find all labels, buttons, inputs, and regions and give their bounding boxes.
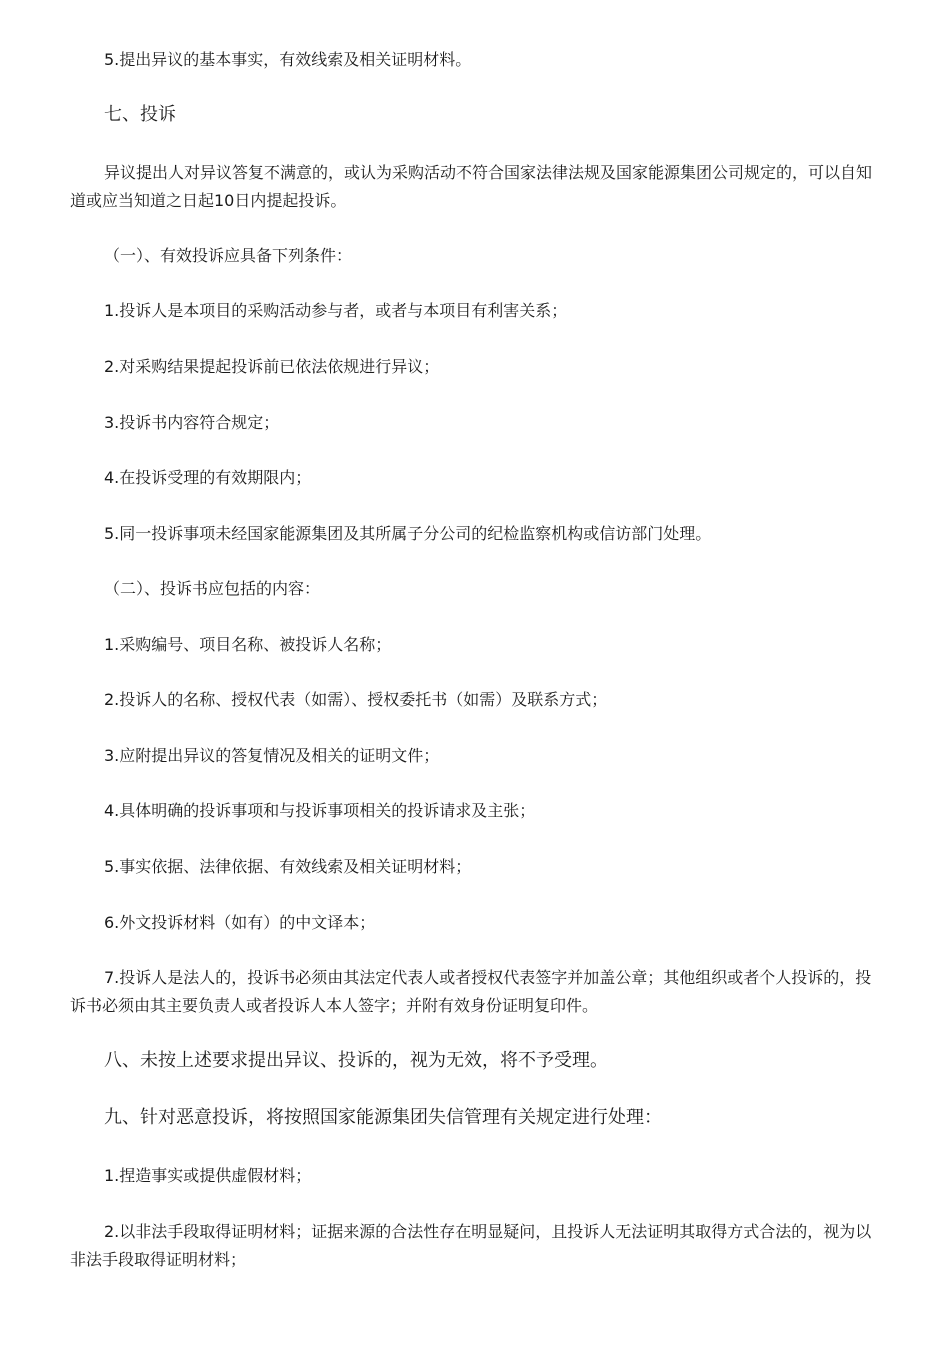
content-item-2: 2.投诉人的名称、授权代表（如需）、授权委托书（如需）及联系方式； (104, 690, 608, 709)
malicious-item-1: 1.捏造事实或提供虚假材料； (104, 1166, 312, 1185)
content-item-7: 7.投诉人是法人的，投诉书必须由其法定代表人或者授权代表签字并加盖公章；其他组织或者个人投诉的，投诉书必须由其主要负责人或者投诉人本人签字；并附有效身份证明复印件。 (70, 968, 872, 1015)
condition-item-4: 4.在投诉受理的有效期限内； (104, 468, 312, 487)
section-heading-malicious-complaint: 九、针对恶意投诉，将按照国家能源集团失信管理有关规定进行处理： (104, 1107, 662, 1128)
condition-item-3: 3.投诉书内容符合规定； (104, 413, 280, 432)
complaint-intro-paragraph: 异议提出人对异议答复不满意的，或认为采购活动不符合国家法律法规及国家能源集团公司规定的，可以自知道或应当知道之日起10日内提起投诉。 (70, 163, 873, 210)
content-item-6: 6.外文投诉材料（如有）的中文译本； (104, 913, 376, 932)
content-item-4: 4.具体明确的投诉事项和与投诉事项相关的投诉请求及主张； (104, 801, 536, 820)
objection-item-5: 5.提出异议的基本事实，有效线索及相关证明材料。 (104, 50, 472, 69)
content-item-3: 3.应附提出异议的答复情况及相关的证明文件； (104, 746, 440, 765)
condition-item-5: 5.同一投诉事项未经国家能源集团及其所属子分公司的纪检监察机构或信访部门处理。 (104, 524, 712, 543)
subsection-valid-complaint-conditions: （一）、有效投诉应具备下列条件： (104, 246, 353, 265)
section-heading-invalid: 八、未按上述要求提出异议、投诉的，视为无效，将不予受理。 (104, 1050, 608, 1071)
section-heading-complaint: 七、投诉 (104, 104, 176, 125)
subsection-complaint-contents: （二）、投诉书应包括的内容： (104, 579, 321, 598)
condition-item-1: 1.投诉人是本项目的采购活动参与者，或者与本项目有利害关系； (104, 301, 568, 320)
condition-item-2: 2.对采购结果提起投诉前已依法依规进行异议； (104, 357, 440, 376)
content-item-1: 1.采购编号、项目名称、被投诉人名称； (104, 635, 392, 654)
content-item-5: 5.事实依据、法律依据、有效线索及相关证明材料； (104, 857, 472, 876)
malicious-item-2: 2.以非法手段取得证明材料；证据来源的合法性存在明显疑问，且投诉人无法证明其取得方式合法的，视为以非法手段取得证明材料； (70, 1222, 872, 1269)
